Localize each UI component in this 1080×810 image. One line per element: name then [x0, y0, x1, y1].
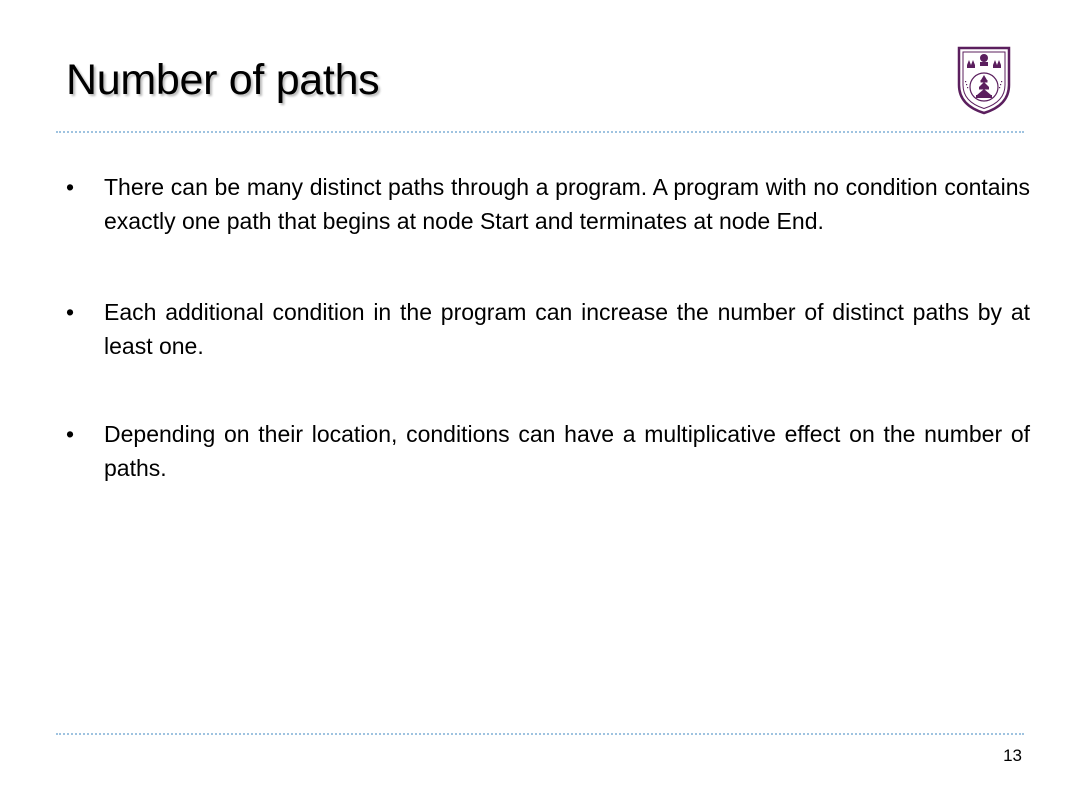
university-crest-icon — [955, 45, 1013, 115]
bullet-icon: • — [65, 421, 75, 447]
bullet-icon: • — [65, 174, 75, 200]
bullet-text: Each additional condition in the program can increase the number of distinct paths by at least one. — [104, 299, 1030, 359]
page-number: 13 — [1003, 746, 1022, 765]
slide-title: Number of paths — [66, 56, 380, 104]
bullet-item — [60, 295, 1030, 363]
bullet-item — [60, 170, 1030, 238]
bullet-list — [60, 170, 1030, 542]
title-divider — [56, 131, 1024, 133]
footer-divider — [56, 733, 1024, 735]
bullet-text: There can be many distinct paths through a program. A program with no condition contains exactly one path that begins at node Start and terminates at node End. — [104, 174, 1030, 234]
bullet-icon: • — [65, 299, 75, 325]
bullet-text: Depending on their location, conditions can have a multiplicative effect on the number of paths. — [104, 421, 1030, 481]
bullet-item — [60, 417, 1030, 485]
